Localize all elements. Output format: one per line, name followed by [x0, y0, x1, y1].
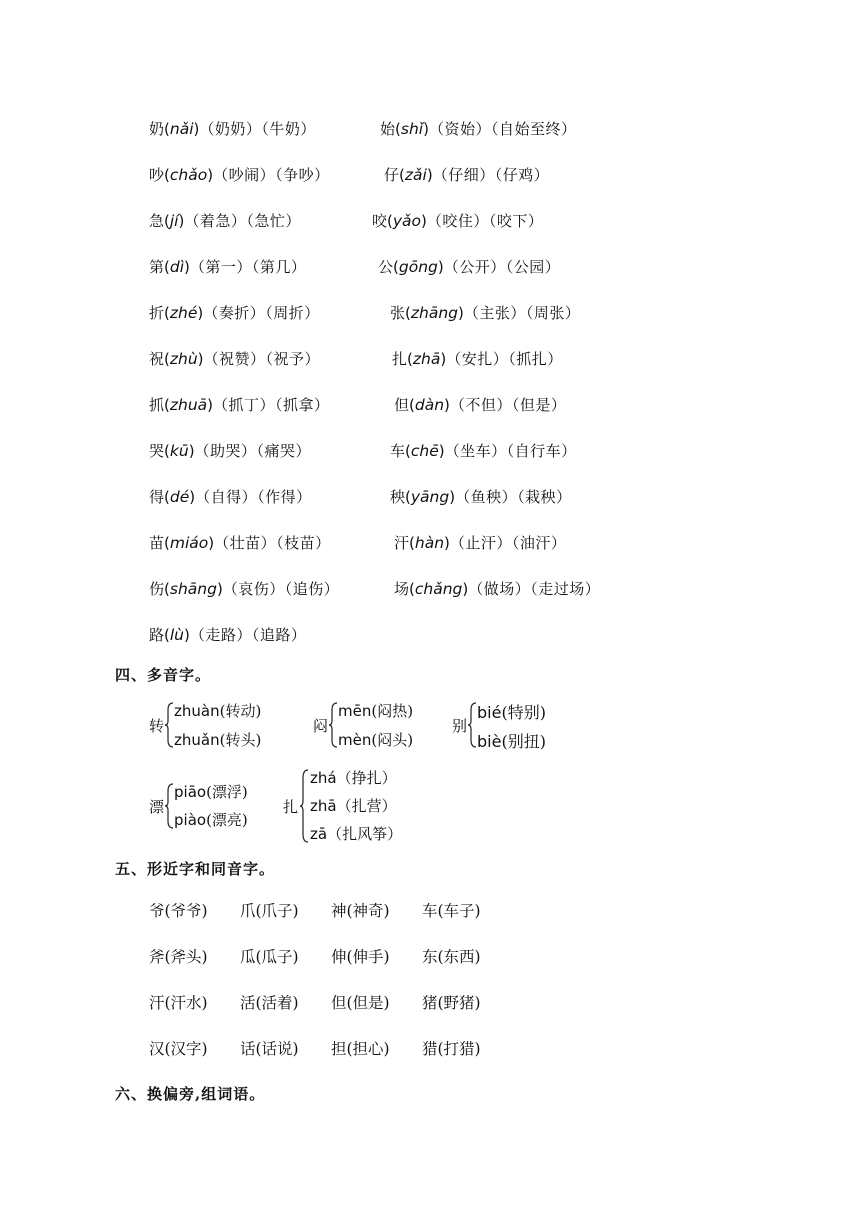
hanzi: 但 [394, 396, 410, 414]
reading: biè(别扭) [477, 732, 546, 751]
list-item: 场(chǎng)（做场）（走过场） [394, 580, 601, 598]
hanzi: 扎 [392, 350, 408, 368]
brace-icon [299, 769, 309, 843]
words: （奏折）（周折） [203, 304, 320, 322]
pinyin: kū [169, 442, 189, 460]
list-item: 急(jí)（着急）（急忙） [149, 212, 301, 230]
reading: mēn(闷热) [338, 702, 414, 720]
list-item: 吵(chǎo)（吵闹）（争吵） [149, 166, 330, 184]
pinyin: dàn [414, 396, 445, 414]
pinyin: miáo [169, 534, 209, 552]
table-cell: 汗(汗水) [149, 994, 208, 1012]
list-item: 奶(nǎi)（奶奶）（牛奶） [149, 120, 316, 138]
reading: zhuàn(转动) [174, 702, 262, 720]
hanzi: 伤 [149, 580, 165, 598]
list-item: 抓(zhuā)（抓丁）（抓拿） [149, 396, 330, 414]
reading: piāo(漂浮) [174, 783, 248, 801]
pinyin: chǎng [414, 580, 463, 598]
reading: mèn(闷头) [338, 731, 414, 749]
hanzi: 咬 [372, 212, 388, 230]
table-cell: 汉(汉字) [149, 1040, 208, 1058]
reading: zhá（挣扎） [310, 769, 397, 787]
hanzi: 秧 [390, 488, 406, 506]
pinyin: zhāng [410, 304, 458, 322]
list-item: 扎(zhā)（安扎）（抓扎） [392, 350, 563, 368]
list-item: 公(gōng)（公开）（公园） [378, 258, 561, 276]
section-heading-polyphones: 四、多音字。 [115, 666, 212, 684]
words: （抓丁）（抓拿） [213, 396, 330, 414]
table-cell: 猪(野猪) [422, 994, 481, 1012]
table-cell: 斧(斧头) [149, 948, 208, 966]
hanzi: 哭 [149, 442, 165, 460]
hanzi: 公 [378, 258, 394, 276]
words: （自得）（作得） [195, 488, 312, 506]
pinyin: chē [410, 442, 439, 460]
table-cell: 爷(爷爷) [149, 902, 208, 920]
words: （安扎）（抓扎） [446, 350, 563, 368]
section-heading-change-radical: 六、换偏旁,组词语。 [115, 1085, 266, 1103]
list-item: 哭(kū)（助哭）（痛哭） [149, 442, 312, 460]
words: （仔细）（仔鸡） [432, 166, 550, 184]
brace-icon [328, 702, 338, 748]
words: （不但）（但是） [449, 396, 567, 414]
hanzi: 闷 [313, 717, 329, 735]
words: （壮苗）（枝苗） [214, 534, 331, 552]
hanzi: 汗 [394, 534, 410, 552]
pinyin: zǎi [404, 166, 427, 184]
list-item: 但(dàn)（不但）（但是） [394, 396, 567, 414]
pinyin: yǎo [392, 212, 422, 230]
pinyin: shāng [169, 580, 217, 598]
list-item: 得(dé)（自得）（作得） [149, 488, 312, 506]
hanzi: 抓 [149, 396, 165, 414]
hanzi: 车 [390, 442, 406, 460]
pinyin: zhù [169, 350, 198, 368]
hanzi: 路 [149, 626, 165, 644]
table-cell: 爪(爪子) [240, 902, 299, 920]
pinyin: nǎi [169, 120, 194, 138]
words: （公开）（公园） [443, 258, 561, 276]
table-cell: 伸(伸手) [331, 948, 390, 966]
list-item: 祝(zhù)（祝赞）（祝予） [149, 350, 321, 368]
hanzi: 祝 [149, 350, 165, 368]
hanzi: 吵 [149, 166, 165, 184]
list-item: 咬(yǎo)（咬住）（咬下） [372, 212, 544, 230]
list-item: 车(chē)（坐车）（自行车） [390, 442, 577, 460]
words: （主张）（周张） [463, 304, 581, 322]
hanzi: 场 [394, 580, 410, 598]
table-cell: 担(担心) [331, 1040, 390, 1058]
pinyin: dì [169, 258, 185, 276]
reading: zhuǎn(转头) [174, 731, 262, 749]
list-item: 路(lù)（走路）（追路） [149, 626, 307, 644]
words: （资始）（自始至终） [428, 120, 577, 138]
list-item: 折(zhé)（奏折）（周折） [149, 304, 320, 322]
list-item: 苗(miáo)（壮苗）（枝苗） [149, 534, 331, 552]
words: （做场）（走过场） [468, 580, 601, 598]
table-cell: 东(东西) [422, 948, 481, 966]
list-item: 秧(yāng)（鱼秧）（栽秧） [390, 488, 572, 506]
pinyin: shǐ [400, 120, 424, 138]
words: （第一）（第几） [189, 258, 307, 276]
reading: zhā（扎营） [310, 797, 397, 815]
hanzi: 得 [149, 488, 165, 506]
table-cell: 猎(打猎) [422, 1040, 481, 1058]
hanzi: 别 [452, 717, 468, 735]
words: （哀伤）（追伤） [222, 580, 340, 598]
pinyin: zhā [412, 350, 441, 368]
pinyin: jí [169, 212, 179, 230]
hanzi: 仔 [384, 166, 400, 184]
list-item: 仔(zǎi)（仔细）（仔鸡） [384, 166, 550, 184]
hanzi: 折 [149, 304, 165, 322]
words: （止汗）（油汗） [449, 534, 567, 552]
reading: zā（扎风筝） [310, 825, 403, 843]
words: （祝赞）（祝予） [203, 350, 321, 368]
table-cell: 活(活着) [240, 994, 299, 1012]
hanzi: 始 [380, 120, 396, 138]
reading: bié(特别) [477, 703, 546, 722]
pinyin: zhuā [169, 396, 208, 414]
hanzi: 奶 [149, 120, 165, 138]
pinyin: lù [169, 626, 185, 644]
brace-icon [467, 702, 477, 748]
words: （鱼秧）（栽秧） [455, 488, 572, 506]
brace-icon [164, 702, 174, 748]
table-cell: 但(但是) [331, 994, 390, 1012]
table-cell: 话(话说) [240, 1040, 299, 1058]
pinyin: gōng [398, 258, 438, 276]
hanzi: 苗 [149, 534, 165, 552]
words: （咬住）（咬下） [426, 212, 544, 230]
table-cell: 神(神奇) [331, 902, 390, 920]
hanzi: 第 [149, 258, 165, 276]
reading: piào(漂亮) [174, 811, 248, 829]
words: （着急）（急忙） [184, 212, 301, 230]
hanzi: 张 [390, 304, 406, 322]
words: （奶奶）（牛奶） [199, 120, 316, 138]
words: （走路）（追路） [189, 626, 307, 644]
list-item: 始(shǐ)（资始）（自始至终） [380, 120, 577, 138]
hanzi: 转 [149, 717, 165, 735]
hanzi: 漂 [149, 798, 165, 816]
list-item: 汗(hàn)（止汗）（油汗） [394, 534, 567, 552]
table-cell: 瓜(瓜子) [240, 948, 299, 966]
words: （坐车）（自行车） [444, 442, 577, 460]
list-item: 伤(shāng)（哀伤）（追伤） [149, 580, 340, 598]
section-heading-similar-chars: 五、形近字和同音字。 [115, 860, 276, 878]
pinyin: zhé [169, 304, 198, 322]
words: （助哭）（痛哭） [194, 442, 312, 460]
hanzi: 扎 [283, 798, 299, 816]
list-item: 张(zhāng)（主张）（周张） [390, 304, 581, 322]
list-item: 第(dì)（第一）（第几） [149, 258, 307, 276]
pinyin: hàn [414, 534, 445, 552]
pinyin: dé [169, 488, 190, 506]
pinyin: chǎo [169, 166, 208, 184]
hanzi: 急 [149, 212, 165, 230]
pinyin: yāng [410, 488, 450, 506]
table-cell: 车(车子) [422, 902, 481, 920]
words: （吵闹）（争吵） [213, 166, 330, 184]
brace-icon [164, 783, 174, 829]
